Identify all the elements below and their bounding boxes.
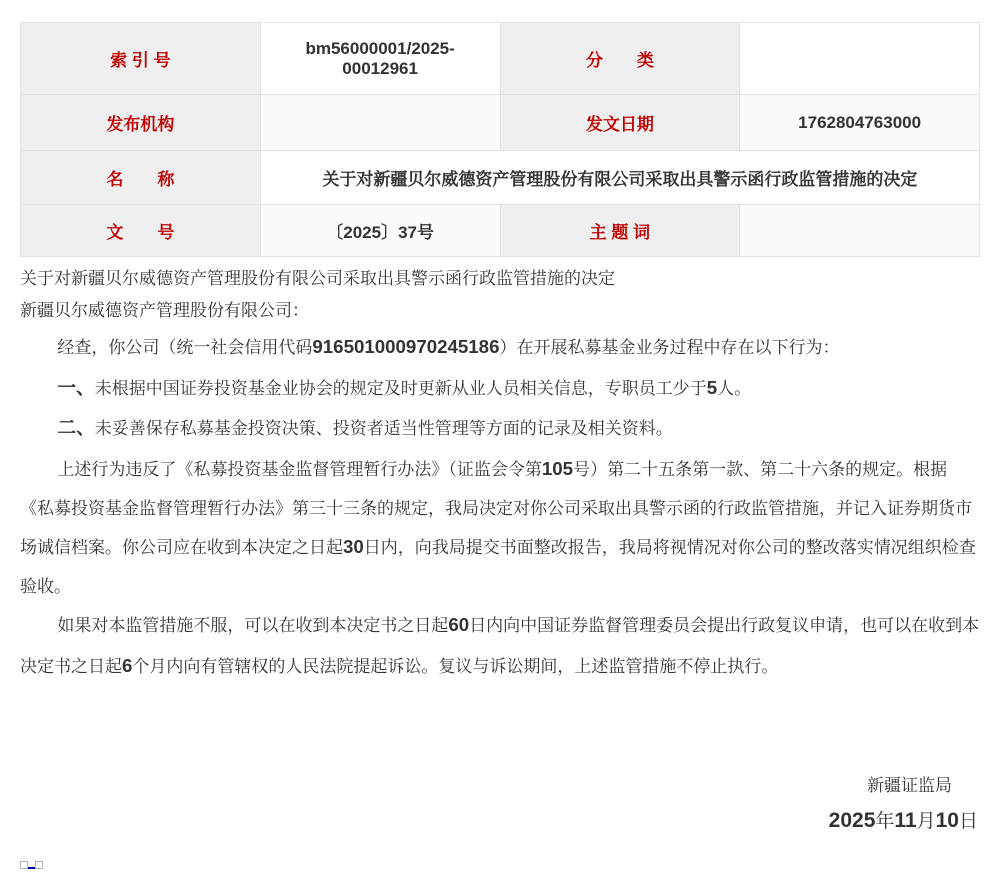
signature-block [20, 772, 980, 841]
table-row [21, 151, 980, 205]
document-paragraph: 一、未根据中国证券投资基金业协会的规定及时更新从业人员相关信息，专职员工少于5人。 [57, 376, 752, 398]
meta-label-issue-date: 发文日期 [500, 95, 740, 151]
document-body [20, 263, 980, 686]
document-paragraphs [20, 327, 980, 686]
meta-label-document-number: 文 号 [21, 205, 261, 257]
document-paragraph: 二、未妥善保存私募基金投资决策、投资者适当性管理等方面的记录及相关资料。 [57, 417, 673, 439]
table-row [21, 23, 980, 95]
document-paragraph: 经查，你公司（统一社会信用代码916501000970245186）在开展私募基金业务过程中存在以下行为： [57, 335, 840, 357]
document-meta-table [20, 22, 980, 257]
meta-value-issuing-agency [260, 95, 500, 151]
meta-value-title: 关于对新疆贝尔威德资产管理股份有限公司采取出具警示函行政监管措施的决定 [260, 151, 979, 205]
meta-value-category [740, 23, 980, 95]
meta-label-category: 分 类 [500, 23, 740, 95]
meta-value-document-number: 〔2025〕37号 [260, 205, 500, 257]
meta-label-subject-words: 主 题 词 [500, 205, 740, 257]
document-paragraph: 上述行为违反了《私募投资基金监督管理暂行办法》（证监会令第105号）第二十五条第一款、第二十六条的规定。根据《私募投资基金监督管理暂行办法》第三十三条的规定，我局决定对你公司采取出具警示函的行政监管措施，并记入证券期货市场诚信档案。你公司应在收到本决定之日起30日内，向我局提交书面整改报告，我局将视情况对你公司的整改落实情况组织检查验收。 [20, 458, 976, 596]
broken-image-icon [20, 861, 28, 869]
table-row [21, 95, 980, 151]
meta-value-index-number: bm56000001/2025-00012961 [260, 23, 500, 95]
link-underline [28, 867, 35, 869]
broken-image-icon [35, 861, 43, 869]
table-row [21, 205, 980, 257]
addressee-line: 新疆贝尔威德资产管理股份有限公司： [20, 300, 309, 320]
attachment-link[interactable] [20, 861, 43, 869]
document-date: 2025年11月10日 [828, 809, 978, 833]
meta-label-index-number: 索 引 号 [21, 23, 261, 95]
meta-label-title: 名 称 [21, 151, 261, 205]
document-title: 关于对新疆贝尔威德资产管理股份有限公司采取出具警示函行政监管措施的决定 [20, 269, 615, 288]
document-paragraph: 如果对本监管措施不服，可以在收到本决定书之日起60日内向中国证券监督管理委员会提出行政复议申请，也可以在收到本决定书之日起6个月内向有管辖权的人民法院提起诉讼。复议与诉讼期间，上述监管措施不停止执行。 [20, 613, 980, 676]
meta-value-subject-words [740, 205, 980, 257]
issuing-authority: 新疆证监局 [867, 776, 952, 796]
meta-label-issuing-agency: 发布机构 [21, 95, 261, 151]
meta-value-issue-date: 1762804763000 [740, 95, 980, 151]
